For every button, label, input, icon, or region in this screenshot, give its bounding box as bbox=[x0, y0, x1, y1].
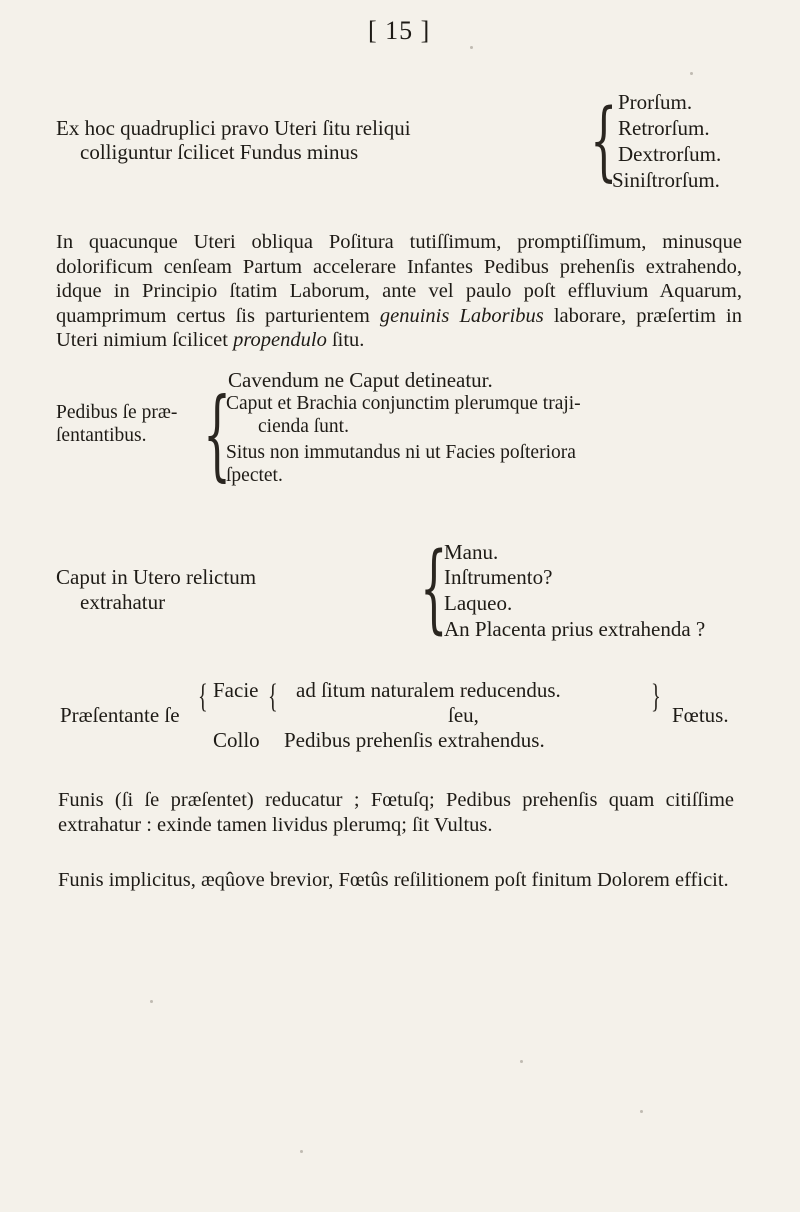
block2-heading: Cavendum ne Caput detineatur. bbox=[228, 368, 493, 392]
block2-left-line1: Pedibus ſe præ- bbox=[56, 402, 178, 423]
block2-item2-line2: ſpectet. bbox=[226, 465, 283, 486]
block4-left: Præſentante ſe bbox=[60, 703, 180, 727]
block3-brace: { bbox=[420, 532, 448, 644]
paragraph-1-italic-b: propendulo bbox=[233, 329, 327, 351]
paper-speck bbox=[640, 1110, 643, 1113]
block4-col2-mid: ſeu, bbox=[448, 703, 479, 727]
block4-col1-top: Facie bbox=[213, 678, 259, 702]
block1-option-1: Prorſum. bbox=[618, 90, 693, 114]
page-number: [ 15 ] bbox=[368, 16, 431, 45]
paper-speck bbox=[520, 1060, 523, 1063]
paragraph-1-text-b: laborare, præſertim in Uteri nimium ſcilicet bbox=[56, 304, 742, 351]
paragraph-1 bbox=[56, 230, 742, 353]
block1-left-line1: Ex hoc quadruplici pravo Uteri ſitu reliqui bbox=[56, 116, 411, 140]
block3-left-line1: Caput in Utero relictum bbox=[56, 565, 257, 589]
block3-option-2: Inſtrumento? bbox=[444, 565, 553, 589]
block4-col2-top: ad ſitum naturalem reducendus. bbox=[296, 678, 561, 702]
block4-brace-3: } bbox=[651, 678, 661, 715]
block2-item2-line1: Situs non immutandus ni ut Facies poſteriora bbox=[226, 442, 576, 463]
block1-brace: { bbox=[590, 91, 618, 191]
paper-speck bbox=[300, 1150, 303, 1153]
paper-speck bbox=[150, 1000, 153, 1003]
paragraph-2: Funis (ſi ſe præſentet) reducatur ; Fœtuſq; Pedibus prehenſis quam citiſſime extrahatur : exinde tamen lividus plerumq; ſit Vultus. bbox=[58, 789, 734, 836]
block1-option-3: Dextrorſum. bbox=[618, 142, 722, 166]
block1-left-line2: colliguntur ſcilicet Fundus minus bbox=[80, 140, 359, 164]
block4-brace-2: { bbox=[268, 678, 278, 715]
block4-right: Fœtus. bbox=[672, 703, 729, 727]
block2-left-line2: ſentantibus. bbox=[56, 425, 147, 446]
paper-speck bbox=[470, 46, 473, 49]
paragraph-1-italic-a: genuinis Laboribus bbox=[379, 304, 544, 327]
block1-option-4: Siniſtrorſum. bbox=[612, 168, 720, 192]
paragraph-1-text-c: ſitu. bbox=[326, 329, 365, 351]
block4-col2-bottom: Pedibus prehenſis extrahendus. bbox=[284, 728, 545, 752]
block2-item1-line2: cienda ſunt. bbox=[258, 416, 349, 437]
block4-brace-1: { bbox=[198, 678, 208, 715]
block4-col1-bottom: Collo bbox=[213, 728, 260, 752]
paragraph-3: Funis implicitus, æqûove brevior, Fœtûs reſilitionem poſt finitum Dolorem efficit. bbox=[58, 869, 729, 891]
block2-brace: { bbox=[203, 378, 232, 492]
paper-speck bbox=[690, 72, 693, 75]
block2-item1-line1: Caput et Brachia conjunctim plerumque traji- bbox=[226, 393, 581, 414]
block3-option-1: Manu. bbox=[444, 540, 499, 564]
block3-option-4: An Placenta prius extrahenda ? bbox=[444, 617, 706, 641]
block1-option-2: Retrorſum. bbox=[618, 116, 710, 140]
paragraph-1-text-a: In quacunque Uteri obliqua Poſitura tutiſſimum, promptiſſimum, minusque dolorificum cenſeam Partum accelerare Infantes Pedibus prehenſis extrahendo, idque in Principio ſtatim Laborum, ante vel paulo poſt effluvium Aquarum, quamprimum certus ſis parturientem bbox=[56, 231, 742, 327]
block3-option-3: Laqueo. bbox=[444, 591, 513, 615]
block3-left-line2: extrahatur bbox=[80, 590, 166, 614]
